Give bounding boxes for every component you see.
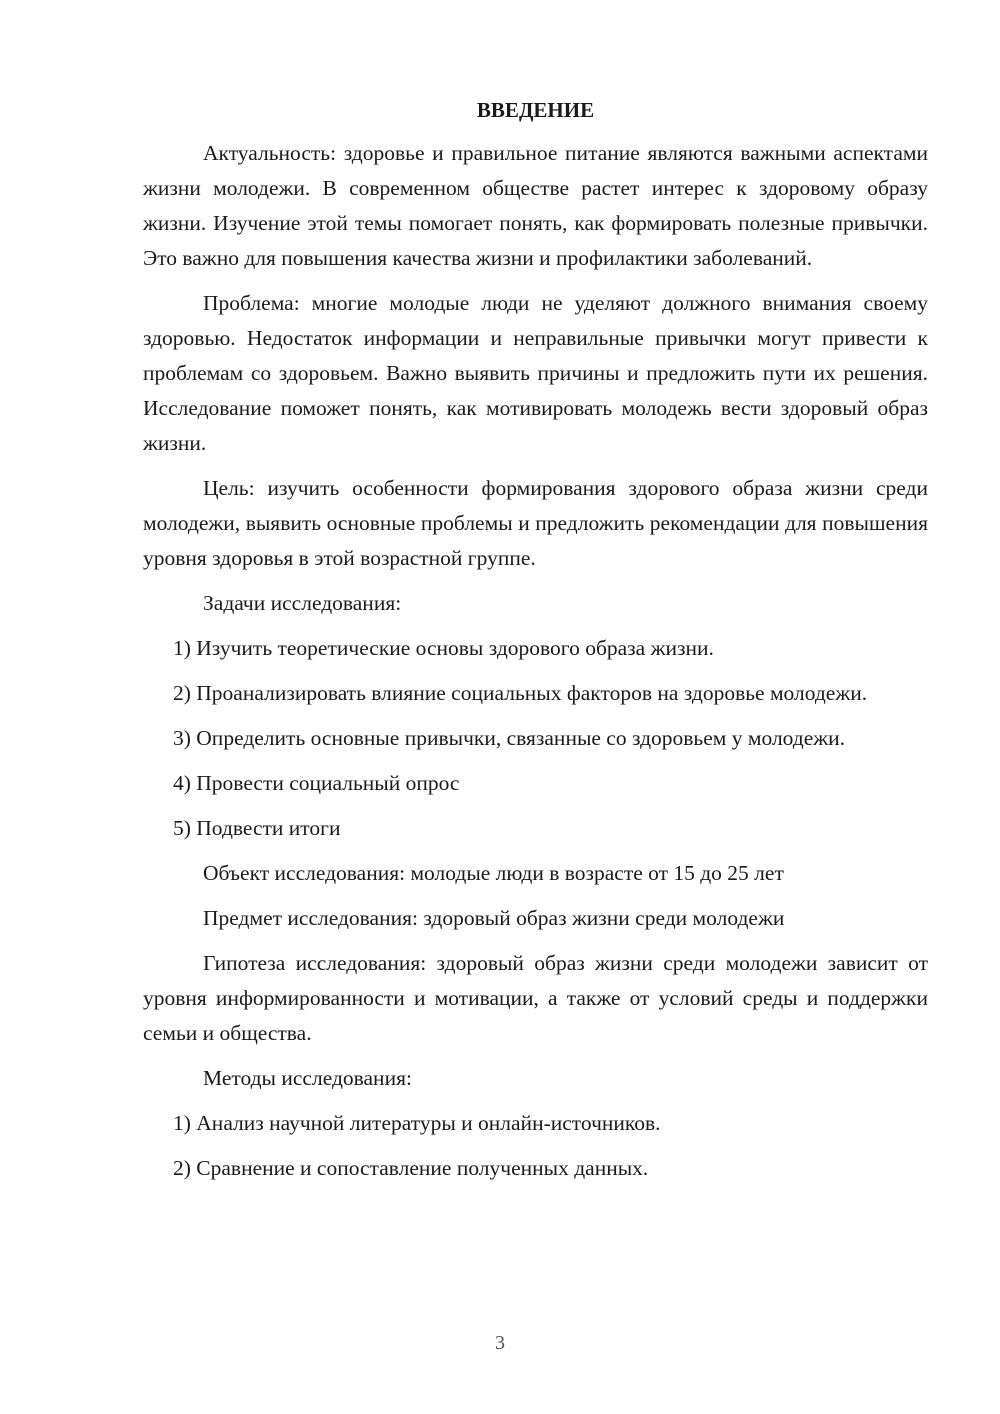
task-item: 5) Подвести итоги xyxy=(173,816,341,840)
task-item: 1) Изучить теоретические основы здорового образа жизни. xyxy=(173,636,714,660)
methods-heading: Методы исследования: xyxy=(203,1066,412,1090)
research-object: Объект исследования: молодые люди в возрасте от 15 до 25 лет xyxy=(203,861,784,885)
problem-paragraph: Проблема: многие молодые люди не уделяют должного внимания своему здоровью. Недостаток информации и неправильные привычки могут привести к проблемам со здоровьем. Важно выявить причины и предложить пути их решения. Исследование поможет понять, как мотивировать молодежь вести здоровый образ жизни. xyxy=(143,291,928,455)
document-page xyxy=(143,92,928,1196)
research-subject: Предмет исследования: здоровый образ жизни среди молодежи xyxy=(203,906,785,930)
hypothesis-paragraph: Гипотеза исследования: здоровый образ жизни среди молодежи зависит от уровня информированности и мотивации, а также от условий среды и поддержки семьи и общества. xyxy=(143,951,928,1045)
goal-paragraph: Цель: изучить особенности формирования здорового образа жизни среди молодежи, выявить основные проблемы и предложить рекомендации для повышения уровня здоровья в этой возрастной группе. xyxy=(143,476,928,570)
task-item: 3) Определить основные привычки, связанные со здоровьем у молодежи. xyxy=(173,726,846,750)
task-item: 2) Проанализировать влияние социальных факторов на здоровье молодежи. xyxy=(173,681,868,705)
section-title: ВВЕДЕНИЕ xyxy=(476,98,595,122)
method-item: 2) Сравнение и сопоставление полученных данных. xyxy=(173,1156,649,1180)
tasks-heading: Задачи исследования: xyxy=(203,591,402,615)
page-number: 3 xyxy=(495,1332,505,1354)
task-item: 4) Провести социальный опрос xyxy=(173,771,460,795)
method-item: 1) Анализ научной литературы и онлайн-источников. xyxy=(173,1111,661,1135)
relevance-paragraph: Актуальность: здоровье и правильное питание являются важными аспектами жизни молодежи. В современном обществе растет интерес к здоровому образу жизни. Изучение этой темы помогает понять, как формировать полезные привычки. Это важно для повышения качества жизни и профилактики заболеваний. xyxy=(143,141,928,270)
